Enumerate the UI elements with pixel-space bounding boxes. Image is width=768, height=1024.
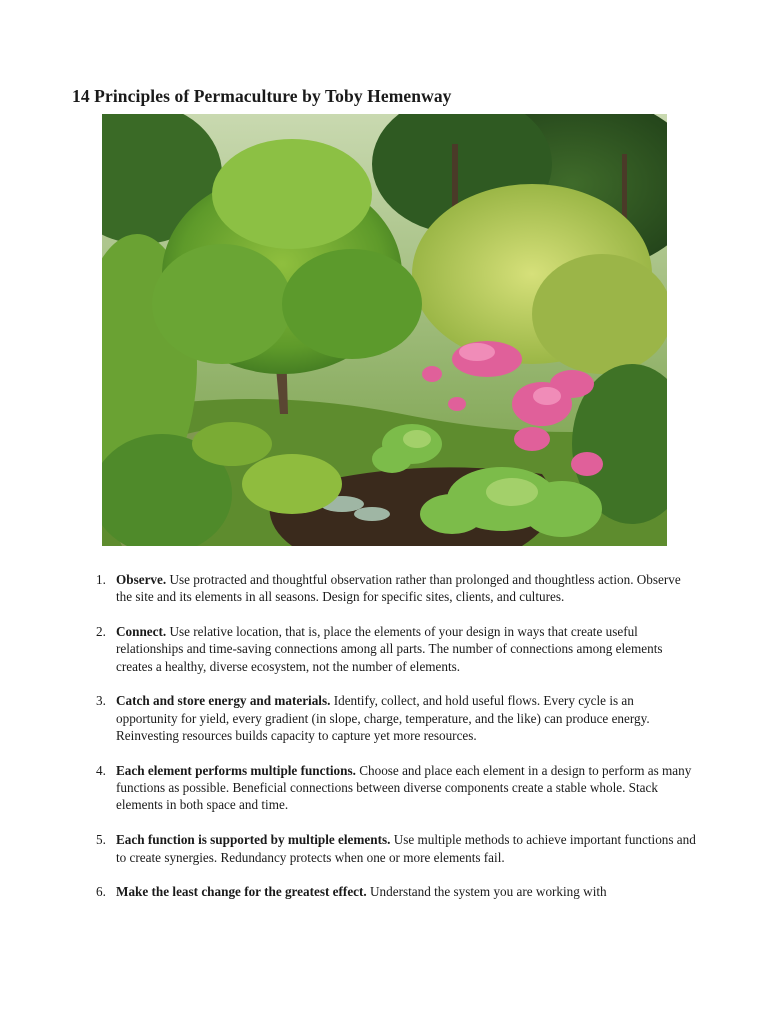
item-lead: Connect.	[116, 624, 167, 640]
item-body	[116, 831, 698, 866]
principles-list	[96, 571, 698, 918]
list-item	[96, 883, 698, 900]
list-item	[96, 623, 698, 675]
list-item	[96, 762, 698, 814]
item-body	[116, 571, 698, 606]
item-body	[116, 692, 698, 744]
item-number: 3.	[96, 693, 106, 709]
list-item	[96, 831, 698, 866]
item-lead: Each element performs multiple functions.	[116, 762, 356, 778]
item-number: 6.	[96, 884, 106, 900]
list-item	[96, 571, 698, 606]
item-text: Use protracted and thoughtful observation rather than prolonged and thoughtless action. Observe the site and its elements in all seasons. Design for specific sites, clients, and cultures.	[116, 572, 681, 605]
item-number: 1.	[96, 572, 106, 587]
item-body	[116, 762, 698, 814]
item-number: 4.	[96, 762, 106, 778]
list-item	[96, 692, 698, 744]
item-number: 2.	[96, 624, 106, 640]
item-lead: Observe.	[116, 572, 167, 587]
garden-illustration	[102, 114, 667, 546]
item-text: Choose and place each element in a design to perform as many functions as possible. Beneficial connections between diverse components create a stable whole. Stack elements in both space and time.	[116, 762, 692, 813]
item-body	[116, 623, 698, 675]
item-lead: Each function is supported by multiple elements.	[116, 832, 391, 848]
item-text: Use multiple methods to achieve important functions and to create synergies. Redundancy protects when one or more elements fail.	[116, 832, 696, 865]
item-text: Understand the system you are working with	[366, 884, 607, 900]
item-number: 5.	[96, 832, 106, 848]
item-lead: Make the least change for the greatest effect.	[116, 884, 367, 900]
item-text: Use relative location, that is, place the elements of your design in ways that create useful relationships and time-saving connections among all parts. The number of connections among elements creates a healthy, diverse ecosystem, not the number of elements.	[116, 624, 663, 674]
item-text: Identify, collect, and hold useful flows. Every cycle is an opportunity for yield, every gradient (in slope, charge, temperature, and the like) can produce energy. Reinvesting resources builds capacity to capture yet more resources.	[116, 693, 650, 744]
item-body	[116, 883, 698, 900]
garden-photo	[102, 114, 667, 546]
item-lead: Catch and store energy and materials.	[116, 693, 331, 709]
page-title: 14 Principles of Permaculture by Toby Hemenway	[72, 86, 452, 106]
